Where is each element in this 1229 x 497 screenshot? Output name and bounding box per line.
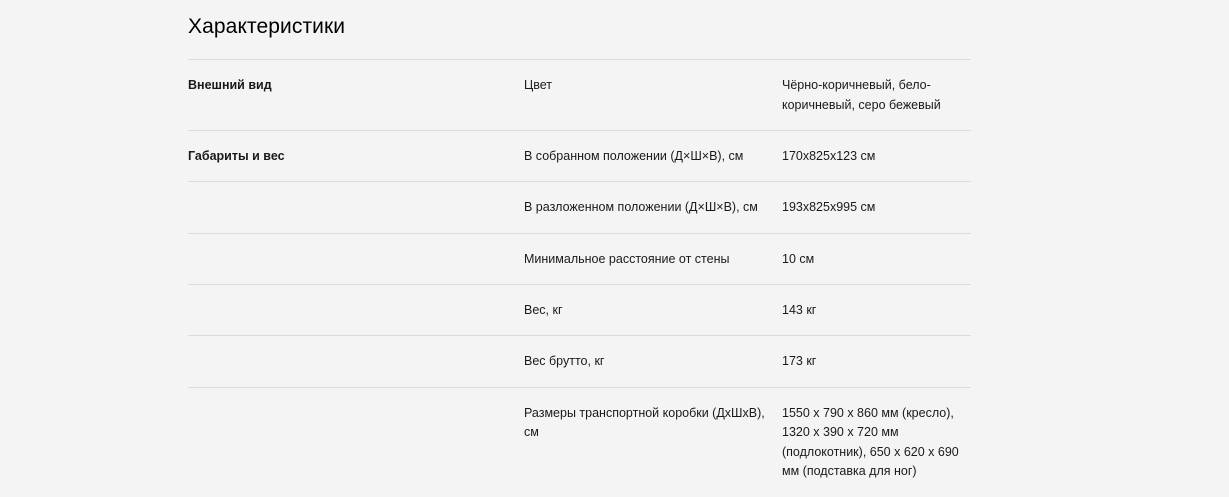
spec-value: 193х825х995 см [782, 200, 876, 215]
spec-group-label: Габариты и вес [188, 148, 285, 163]
spec-group-label [188, 336, 524, 387]
table-row [188, 387, 971, 497]
table-row [188, 336, 971, 387]
spec-name: Цвет [524, 78, 553, 93]
spec-name: Размеры транспортной коробки (ДхШхВ), см [524, 405, 765, 440]
spec-value: 143 кг [782, 303, 817, 318]
specifications-table [188, 59, 971, 497]
spec-name: В собранном положении (Д×Ш×В), см [524, 148, 744, 163]
table-row [188, 285, 971, 336]
spec-value: Чёрно-коричневый, бело-коричневый, серо бежевый [782, 78, 941, 112]
spec-group-label [188, 233, 524, 284]
spec-group-label [188, 387, 524, 497]
spec-name: Минимальное расстояние от стены [524, 251, 730, 266]
spec-name: Вес брутто, кг [524, 354, 605, 369]
table-row [188, 60, 971, 131]
spec-value: 173 кг [782, 354, 817, 369]
spec-name: В разложенном положении (Д×Ш×В), см [524, 200, 758, 215]
spec-value: 10 см [782, 251, 815, 266]
spec-group-label [188, 182, 524, 233]
spec-name: Вес, кг [524, 303, 563, 318]
table-row [188, 130, 971, 181]
spec-group-label: Внешний вид [188, 78, 272, 93]
spec-value: 170х825х123 см [782, 148, 876, 163]
specifications-section [188, 14, 971, 497]
page-title: Характеристики [188, 15, 346, 38]
table-row [188, 182, 971, 233]
spec-group-label [188, 285, 524, 336]
spec-value: 1550 х 790 х 860 мм (кресло), 1320 х 390 х 720 мм (подлокотник), 650 х 620 х 690 мм (подставка для ног) [782, 405, 959, 478]
table-row [188, 233, 971, 284]
